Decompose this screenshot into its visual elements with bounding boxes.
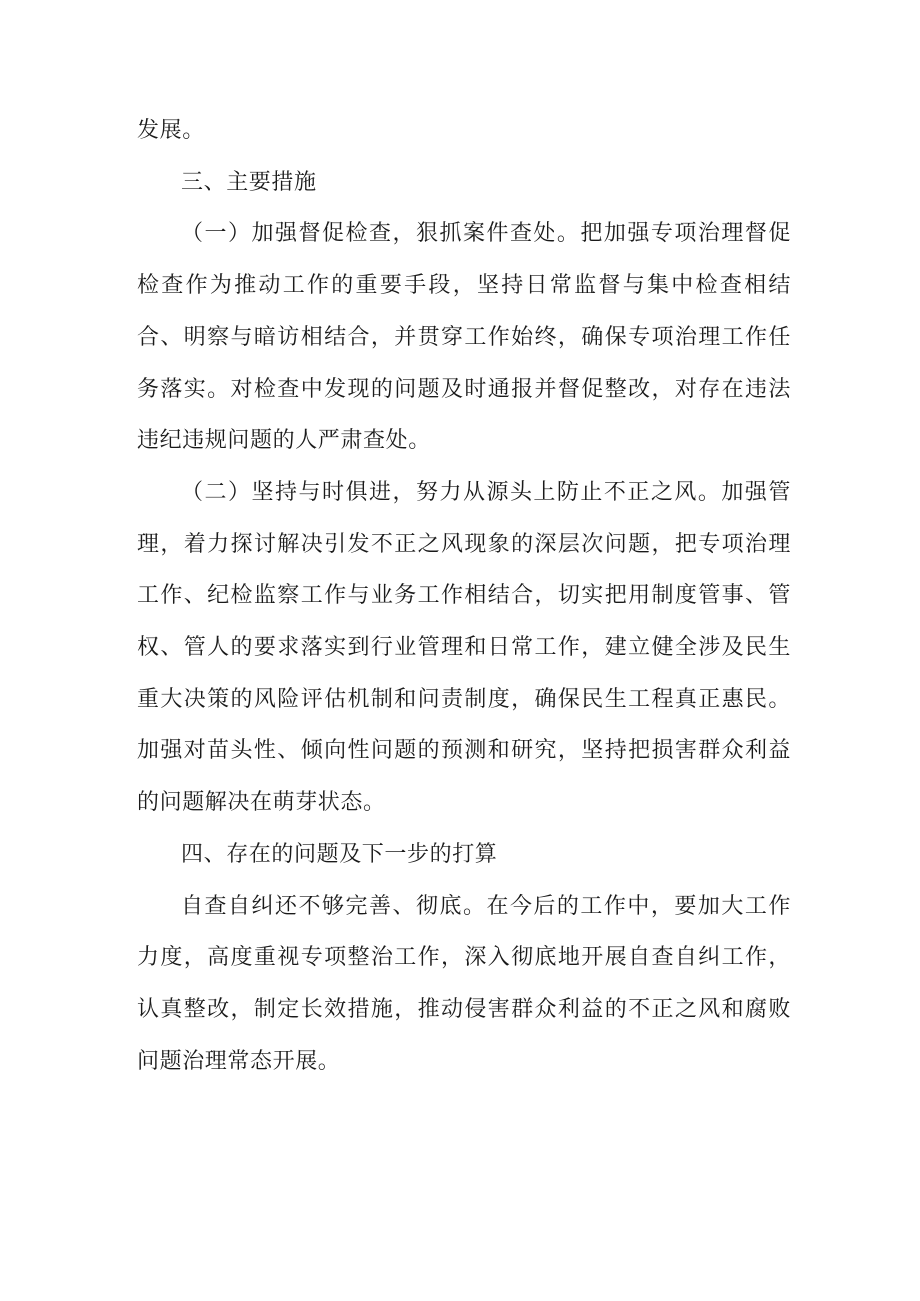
paragraph-next-steps: 自查自纠还不够完善、彻底。在今后的工作中，要加大工作力度，高度重视专项整治工作，深入彻底地开展自查自纠工作，认真整改，制定长效措施，推动侵害群众利益的不正之风和腐败问题治理常态开展。 (137, 893, 791, 1074)
continuation-text: 发展。 (137, 118, 205, 143)
paragraph-supervision: （一）加强督促检查，狠抓案件查处。把加强专项治理督促检查作为推动工作的重要手段，坚持日常监督与集中检查相结合、明察与暗访相结合，并贯穿工作始终，确保专项治理工作任务落实。对检查中发现的问题及时通报并督促整改，对存在违法违纪违规问题的人严肃查处。 (137, 221, 791, 454)
section-heading-measures: 三、主要措施 (181, 169, 317, 195)
section-heading-problems: 四、存在的问题及下一步的打算 (181, 841, 498, 867)
paragraph-prevention: （二）坚持与时俱进，努力从源头上防止不正之风。加强管理，着力探讨解决引发不正之风现象的深层次问题，把专项治理工作、纪检监察工作与业务工作相结合，切实把用制度管事、管权、管人的要求落实到行业管理和日常工作，建立健全涉及民生重大决策的风险评估机制和问责制度，确保民生工程真正惠民。加强对苗头性、倾向性问题的预测和研究，坚持把损害群众利益的问题解决在萌芽状态。 (137, 479, 791, 816)
document-body (137, 105, 791, 1087)
